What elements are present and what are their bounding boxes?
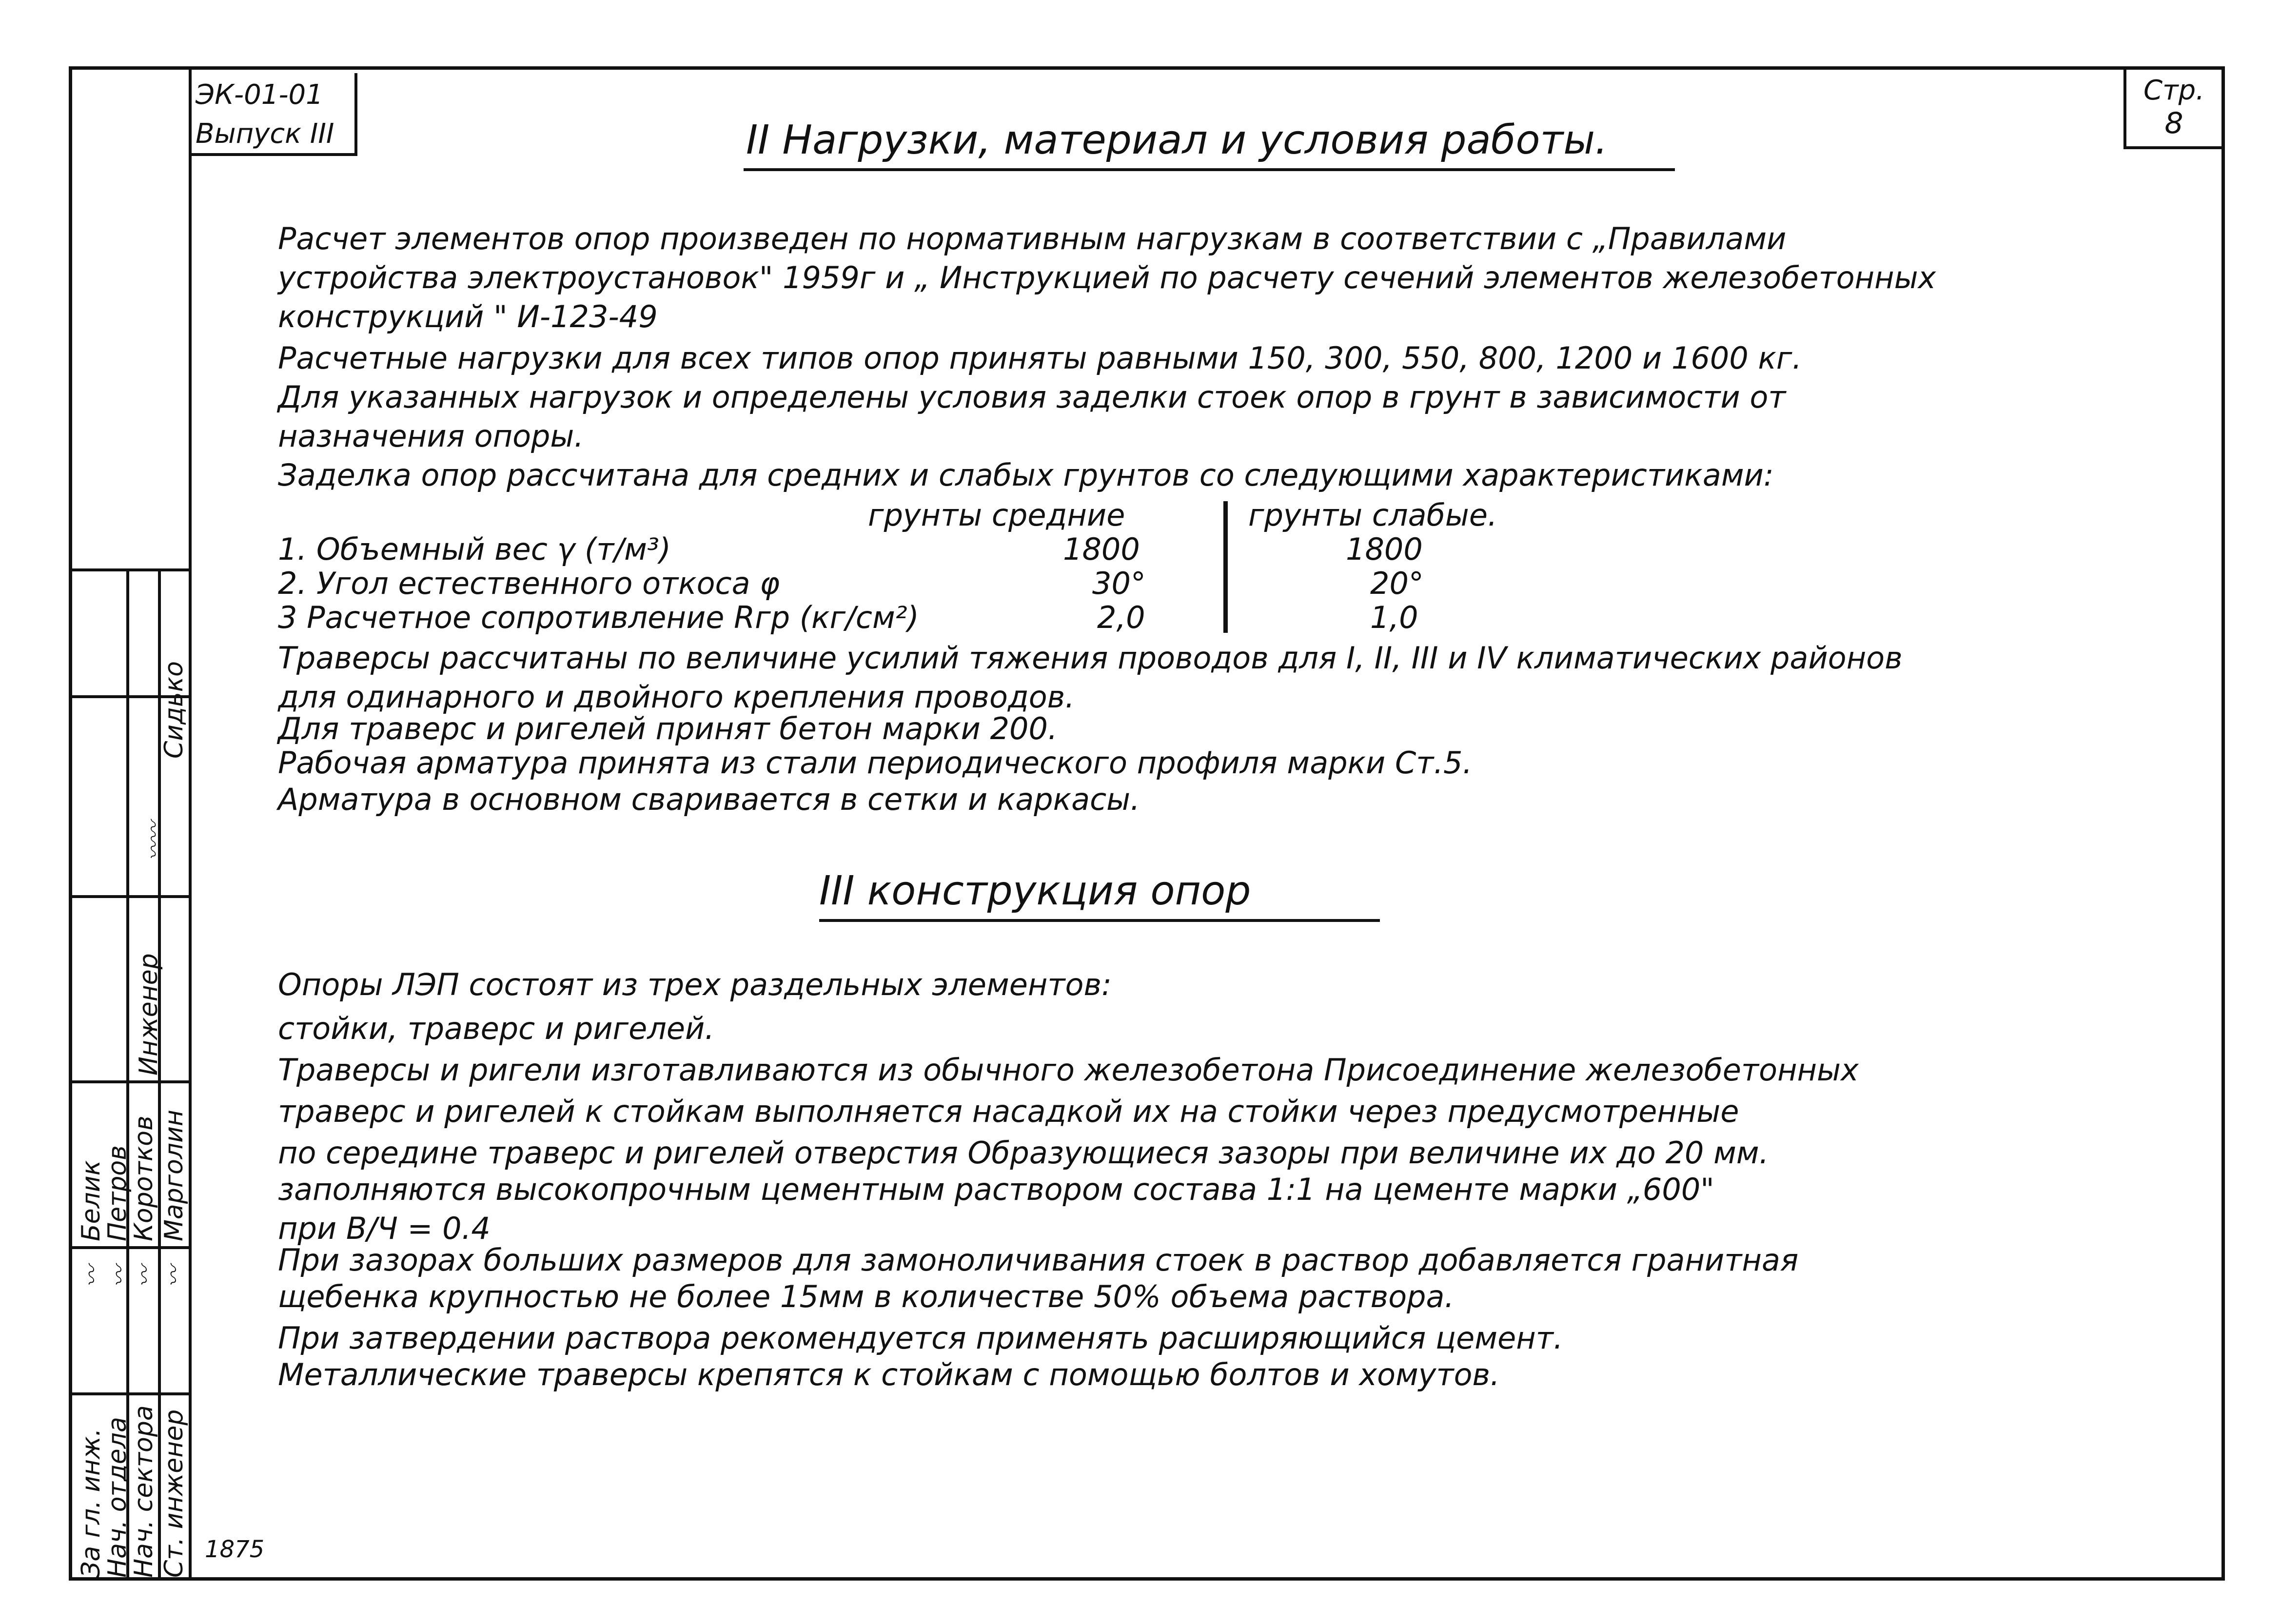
text-line: Опоры ЛЭП состоят из трех раздельных элементов:: [278, 967, 1112, 1002]
table-header: грунты слабые.: [1248, 497, 1497, 533]
table-cell: 2,0: [1097, 600, 1145, 635]
stamp-name: Марголин: [159, 1110, 189, 1241]
page-number-box: [2123, 70, 2221, 149]
stamp-role: Нач. сектора: [129, 1405, 158, 1578]
text-line: Траверсы рассчитаны по величине усилий тяжения проводов для I, II, III и IV климатических районов: [278, 640, 1903, 676]
text-line: заполняются высокопрочным цементным раствором состава 1:1 на цементе марки „600": [278, 1172, 1714, 1207]
title-underline: [744, 168, 1675, 171]
document-code: ЭК-01-01: [196, 79, 323, 111]
stamp-name: Коротков: [129, 1115, 158, 1241]
stamp-name: Петров: [103, 1145, 132, 1241]
signature: 〰: [107, 1266, 132, 1287]
text-line: Расчет элементов опор произведен по нормативным нагрузкам в соответствии с „Правилами: [278, 221, 1787, 256]
text-line: Заделка опор рассчитана для средних и слабых грунтов со следующими характеристиками:: [278, 457, 1774, 493]
text-line: Расчетные нагрузки для всех типов опор приняты равными 150, 300, 550, 800, 1200 и 1600 кг.: [278, 340, 1802, 376]
table-header: грунты средние: [868, 497, 1125, 533]
strip-divider: [69, 1392, 192, 1395]
text-line: по середине траверс и ригелей отверстия Образующиеся зазоры при величине их до 20 мм.: [278, 1135, 1769, 1171]
table-row-label: 3 Расчетное сопротивление Rгр (кг/см²): [278, 600, 919, 635]
text-line: Для траверс и ригелей принят бетон марки 200.: [278, 711, 1058, 746]
title-block-strip: [69, 66, 192, 1581]
table-cell: 1800: [1063, 531, 1140, 567]
stamp-role: Нач. отдела: [103, 1417, 132, 1578]
page-number: 8: [2164, 106, 2183, 140]
table-cell: 20°: [1370, 566, 1424, 601]
signature: 〰: [80, 1266, 105, 1287]
table-cell: 1,0: [1370, 600, 1418, 635]
text-line: для одинарного и двойного крепления проводов.: [278, 679, 1075, 715]
text-line: щебенка крупностью не более 15мм в количестве 50% объема раствора.: [278, 1279, 1454, 1314]
text-line: Для указанных нагрузок и определены условия заделки стоек опор в грунт в зависимости от: [278, 379, 1786, 415]
text-line: Металлические траверсы крепятся к стойкам с помощью болтов и хомутов.: [278, 1357, 1500, 1392]
signature: 〰〰: [143, 821, 166, 861]
stamp-name: Белик: [77, 1160, 106, 1241]
strip-divider: [189, 66, 192, 1581]
page-label: Стр.: [2143, 75, 2205, 106]
strip-divider: [69, 895, 192, 898]
text-line: конструкций " И-123-49: [278, 299, 658, 334]
section-title: III конструкция опор: [819, 868, 1251, 914]
text-line: при В/Ч = 0.4: [278, 1211, 491, 1246]
signature: 〰: [133, 1266, 157, 1287]
document-code-box: [192, 73, 357, 156]
table-cell: 30°: [1092, 566, 1146, 601]
text-line: Арматура в основном сваривается в сетки и каркасы.: [278, 782, 1140, 817]
text-line: стойки, траверс и ригелей.: [278, 1011, 715, 1046]
sheet-mark: 1875: [205, 1536, 265, 1563]
issue-label: Выпуск III: [196, 118, 334, 150]
text-line: назначения опоры.: [278, 418, 584, 454]
table-separator: [1223, 501, 1228, 633]
strip-divider: [69, 1080, 192, 1083]
strip-divider: [69, 1246, 192, 1249]
section-title: II Нагрузки, материал и условия работы.: [746, 117, 1608, 163]
table-row-label: 2. Угол естественного откоса φ: [278, 566, 780, 601]
text-line: Траверсы и ригели изготавливаются из обычного железобетона Присоединение железобетонных: [278, 1052, 1859, 1088]
table-row-label: 1. Объемный вес γ (т/м³): [278, 531, 671, 567]
stamp-role: За гл. инж.: [77, 1428, 106, 1578]
strip-divider: [69, 568, 192, 571]
text-line: траверс и ригелей к стойкам выполняется насадкой их на стойки через предусмотренные: [278, 1094, 1739, 1129]
text-line: При затвердении раствора рекомендуется применять расширяющийся цемент.: [278, 1320, 1563, 1356]
signature: 〰: [162, 1266, 187, 1287]
title-underline: [819, 919, 1380, 922]
table-cell: 1800: [1346, 531, 1423, 567]
text-line: Рабочая арматура принята из стали периодического профиля марки Ст.5.: [278, 745, 1473, 781]
text-line: При зазорах больших размеров для замоноличивания стоек в раствор добавляется гранитная: [278, 1242, 1799, 1278]
stamp-role: Ст. инженер: [159, 1409, 189, 1578]
text-line: устройства электроустановок" 1959г и „ Инструкцией по расчету сечений элементов железобетонных: [278, 260, 1936, 295]
stamp-label: Инженер: [134, 953, 163, 1076]
stamp-label: Сидько: [159, 661, 189, 759]
